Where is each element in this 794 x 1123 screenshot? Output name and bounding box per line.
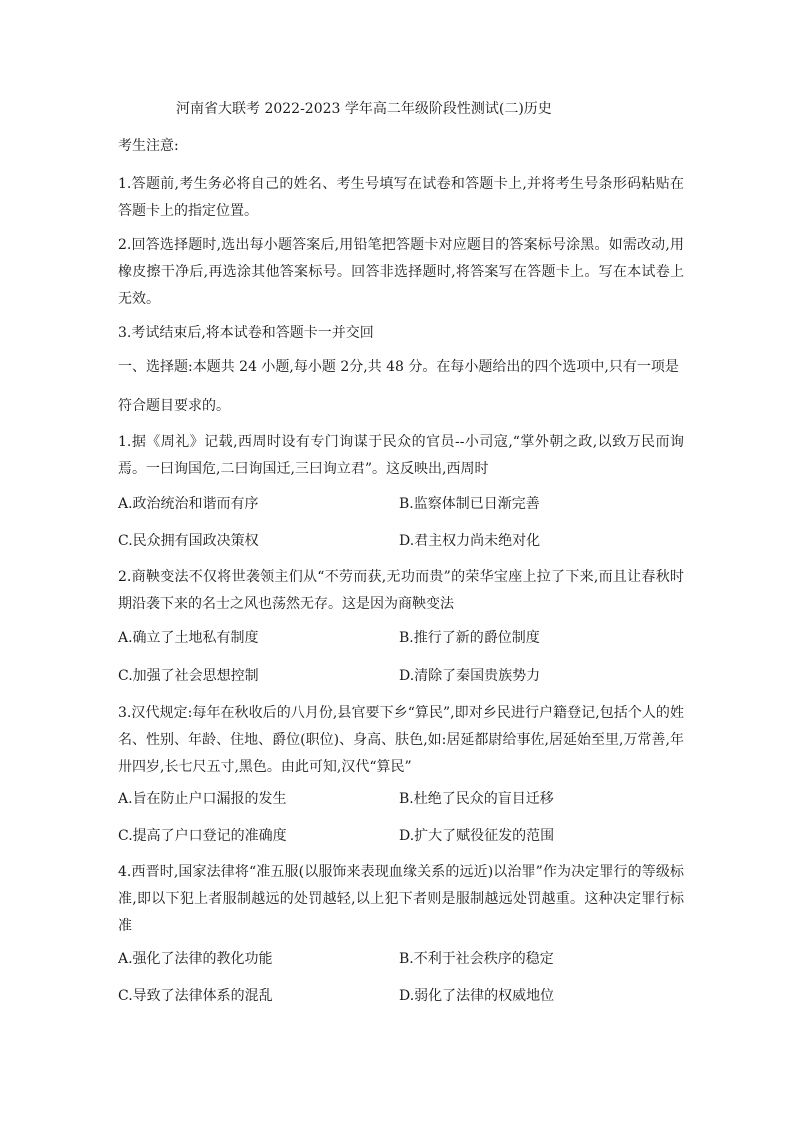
question-4-stem: 4.西晋时,国家法律将“准五服(以服饰来表现血缘关系的远近)以治罪”作为决定罪行的等级标准,即以下犯上者服制越远的处罚越轻,以上犯下者则是服制越远处罚越重。这种决定罪行标准 [118,864,684,934]
exam-title: 河南省大联考 2022-2023 学年高二年级阶段性测试(二)历史 [176,101,552,117]
question-4-option-c[interactable]: C.导致了法律体系的混乱 [118,988,273,1004]
question-2-option-b[interactable]: B.推行了新的爵位制度 [399,630,540,646]
section-heading-line1: 一、选择题:本题共 24 小题,每小题 2分,共 48 分。在每小题给出的四个选项中,只有一项是 [118,359,679,375]
question-2-stem: 2.商鞅变法不仅将世袭领主们从“不劳而获,无功而贵”的荣华宝座上拉了下来,而且让春秋时期沿袭下来的名士之风也荡然无存。这是因为商鞅变法 [118,569,684,612]
question-1-option-a[interactable]: A.政治统治和谐而有序 [118,496,259,512]
question-4-option-a[interactable]: A.强化了法律的教化功能 [118,951,273,967]
question-3-stem: 3.汉代规定:每年在秋收后的八月份,县官要下乡“算民”,即对乡民进行户籍登记,包括个人的姓名、性别、年龄、住地、爵位(职位)、身高、肤色,如:居延都尉给事佐,居延始至里,万常善,年卅四岁,长七尺五寸,黑色。由此可知,汉代“算民” [118,705,684,775]
question-4-option-b[interactable]: B.不利于社会秩序的稳定 [399,951,554,967]
question-3-option-c[interactable]: C.提高了户口登记的准确度 [118,828,287,844]
notice-item-1: 1.答题前,考生务必将自己的姓名、考生号填写在试卷和答题卡上,并将考生号条形码粘贴在答题卡上的指定位置。 [118,176,684,219]
question-3-option-b[interactable]: B.杜绝了民众的盲目迁移 [399,791,554,807]
question-2-option-c[interactable]: C.加强了社会思想控制 [118,668,259,684]
question-1-stem: 1.据《周礼》记载,西周时设有专门询谋于民众的官员--小司寇,“掌外朝之政,以致万民而询焉。一曰询国危,二曰询国迁,三曰询立君”。这反映出,西周时 [118,434,684,477]
notice-item-3: 3.考试结束后,将本试卷和答题卡一并交回 [118,325,374,341]
question-3-option-a[interactable]: A.旨在防止户口漏报的发生 [118,791,287,807]
question-2-option-d[interactable]: D.清除了秦国贵族势力 [399,668,541,684]
notice-heading: 考生注意: [118,138,179,154]
question-2-option-a[interactable]: A.确立了土地私有制度 [118,630,259,646]
question-3-option-d[interactable]: D.扩大了赋役征发的范围 [399,828,555,844]
question-1-option-d[interactable]: D.君主权力尚未绝对化 [399,533,541,549]
notice-item-2: 2.回答选择题时,选出每小题答案后,用铅笔把答题卡对应题目的答案标号涂黑。如需改动,用橡皮擦干净后,再选涂其他答案标号。回答非选择题时,将答案写在答题卡上。写在本试卷上无效。 [118,237,684,307]
question-1-option-b[interactable]: B.监察体制已日渐完善 [399,496,540,512]
question-4-option-d[interactable]: D.弱化了法律的权威地位 [399,988,555,1004]
question-1-option-c[interactable]: C.民众拥有国政决策权 [118,533,259,549]
section-heading-line2: 符合题目要求的。 [118,398,230,414]
